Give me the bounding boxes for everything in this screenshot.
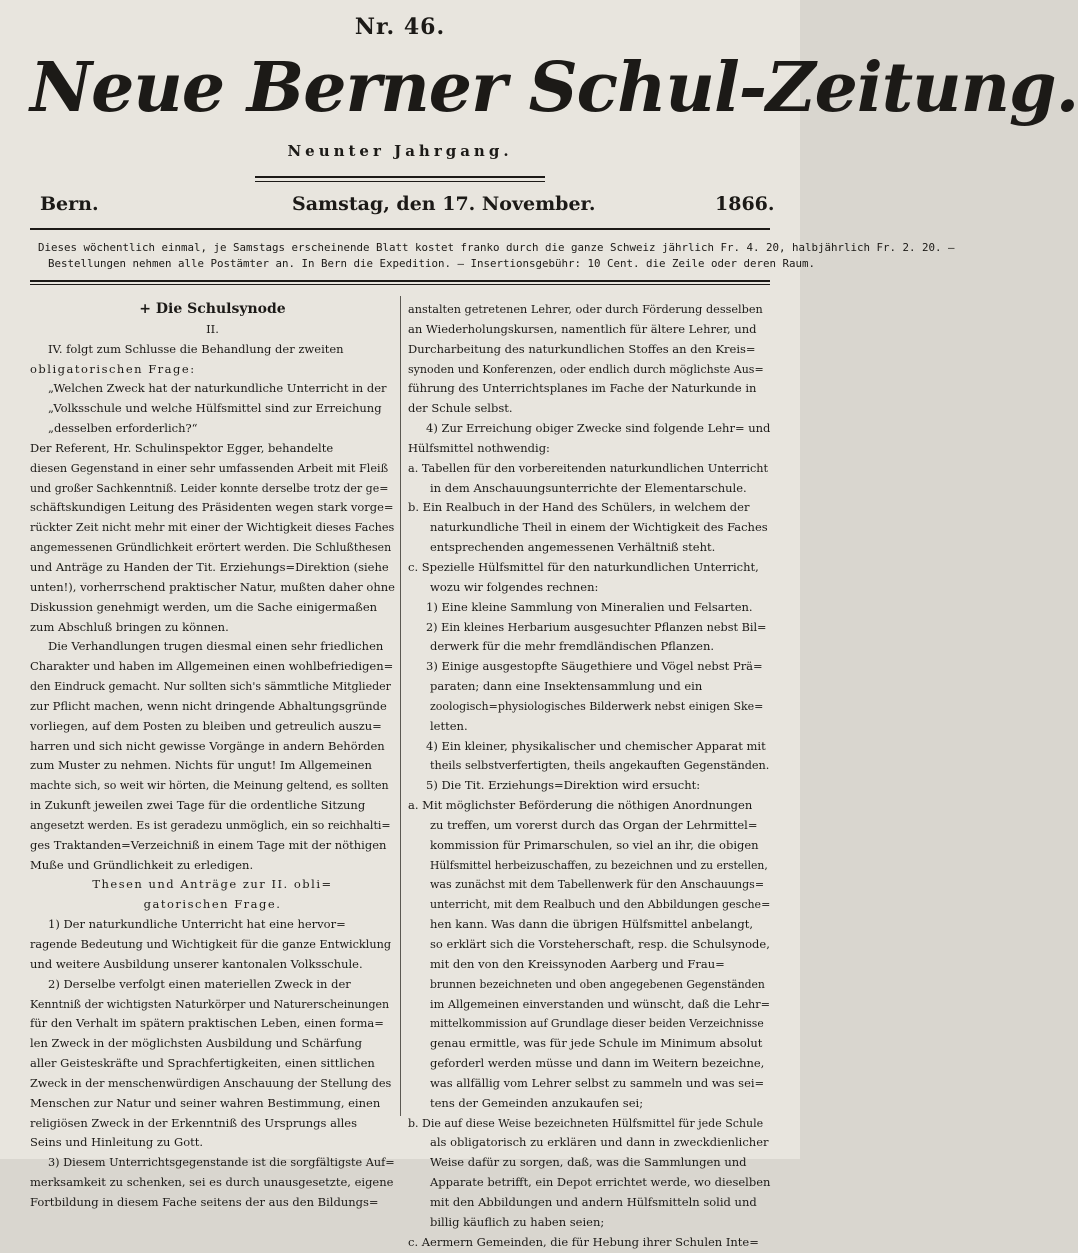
text-line: in dem Anschauungsunterrichte der Elementarschule. (430, 480, 747, 495)
text-line: Muße und Gründlichkeit zu erledigen. (30, 857, 254, 872)
text-line: diesen Gegenstand in einer sehr umfassenden Arbeit mit Fleiß (30, 461, 389, 475)
issue-number: Nr. 46. (354, 14, 446, 40)
text-line: „desselben erforderlich?“ (48, 421, 198, 436)
text-line: ragende Bedeutung und Wichtigkeit für die ganze Entwicklung (30, 938, 392, 951)
article-column-right (408, 300, 770, 1253)
notice-rule-bottom (30, 280, 770, 282)
text-line: zu treffen, um vorerst durch das Organ der Lehrmittel= (430, 817, 758, 832)
text-line: ges Traktanden=Verzeichniß in einem Tage mit der nöthigen (30, 837, 387, 852)
text-line: für den Verhalt im spätern praktischen Leben, einen forma= (30, 1016, 384, 1031)
masthead-title: Neue Berner Schul-Zeitung. (30, 48, 1078, 128)
subscription-notice (38, 240, 955, 272)
text-line: b. Ein Realbuch in der Hand des Schülers, in welchem der (408, 500, 750, 515)
text-line: synoden und Konferenzen, oder endlich durch möglichste Aus= (408, 362, 764, 376)
text-line: der Schule selbst. (408, 401, 513, 416)
text-line: vorliegen, auf dem Posten zu bleiben und getreulich auszu= (30, 718, 382, 733)
text-line: 5) Die Tit. Erziehungs=Direktion wird ersucht: (426, 778, 701, 793)
text-line: und weitere Ausbildung unserer kantonalen Volksschule. (30, 956, 363, 971)
year-label: 1866. (715, 193, 775, 215)
dateline (40, 193, 775, 217)
text-line: angemessenen Gründlichkeit erörtert werden. Die Schlußthesen (30, 541, 392, 555)
text-line: brunnen bezeichneten und oben angegebenen Gegenständen (430, 977, 765, 991)
text-line: Fortbildung in diesem Fache seitens der aus den Bildungs= (30, 1194, 379, 1209)
text-line: machte sich, so weit wir hörten, die Meinung geltend, es sollten (30, 779, 389, 793)
text-line: 1) Eine kleine Sammlung von Mineralien und Felsarten. (426, 599, 753, 614)
date-label: Samstag, den 17. November. (292, 193, 596, 215)
text-line: Hülfsmittel herbeizuschaffen, zu bezeichnen und zu erstellen, (430, 858, 768, 872)
text-line: kommission für Primarschulen, so viel an ihr, die obigen (430, 837, 759, 852)
text-line: 1) Der naturkundliche Unterricht hat eine hervor= (48, 917, 346, 932)
notice-line: Bestellungen nehmen alle Postämter an. In Bern die Expedition. — Insertionsgebühr: 10 Cent. die Zeile oder deren Raum. (48, 257, 816, 270)
text-line: Menschen zur Natur und seiner wahren Bestimmung, einen (30, 1095, 381, 1110)
text-line: Zweck in der menschenwürdigen Anschauung der Stellung des (30, 1076, 392, 1090)
text-line: a. Tabellen für den vorbereitenden naturkundlichen Unterricht (408, 461, 769, 475)
text-line: obligatorischen Frage: (30, 361, 196, 376)
text-line: im Allgemeinen einverstanden und wünscht, daß die Lehr= (430, 997, 771, 1011)
article-title: + Die Schulsynode (139, 301, 286, 317)
text-line: c. Aermern Gemeinden, die für Hebung ihrer Schulen Inte= (408, 1234, 759, 1249)
text-line: Apparate betrifft, ein Depot errichtet werde, wo dieselben (430, 1175, 771, 1190)
text-line: letten. (430, 718, 468, 733)
text-line: unterricht, mit dem Realbuch und den Abbildungen gesche= (430, 898, 771, 912)
text-line: Charakter und haben im Allgemeinen einen wohlbefriedigen= (30, 659, 394, 674)
text-line: zur Pflicht machen, wenn nicht dringende Abhaltungsgründe (30, 698, 387, 713)
text-line: billig käuflich zu haben seien; (430, 1214, 605, 1229)
text-line: hen kann. Was dann die übrigen Hülfsmittel anbelangt, (430, 917, 754, 932)
text-line: 4) Zur Erreichung obiger Zwecke sind folgende Lehr= und (426, 421, 771, 436)
text-line: geforderl werden müsse und dann im Weitern bezeichne, (430, 1056, 765, 1071)
text-line: wozu wir folgendes rechnen: (430, 579, 599, 594)
notice-line: Dieses wöchentlich einmal, je Samstags erscheinende Blatt kostet franko durch die ganze Schweiz jährlich Fr. 4. 20, halbjährlich Fr. 2. 20. — (38, 241, 955, 254)
text-line: so erklärt sich die Vorsteherschaft, resp. die Schulsynode, (430, 937, 770, 951)
text-line: zoologisch=physiologisches Bilderwerk nebst einigen Ske= (430, 699, 764, 713)
masthead-rule-thick (255, 181, 545, 182)
text-line: schäftskundigen Leitung des Präsidenten wegen stark vorge= (30, 500, 394, 515)
text-line: in Zukunft jeweilen zwei Tage für die ordentliche Sitzung (30, 798, 366, 813)
dateline-rule-top (30, 228, 770, 230)
text-line: Thesen und Anträge zur II. obli= (92, 877, 333, 892)
text-line: len Zweck in der möglichsten Ausbildung und Schärfung (30, 1036, 362, 1051)
notice-rule-bottom-thin (30, 284, 770, 285)
masthead-rule-short (255, 176, 545, 178)
text-line: tens der Gemeinden anzukaufen sei; (430, 1095, 644, 1110)
text-line: IV. folgt zum Schlusse die Behandlung der zweiten (48, 341, 344, 356)
text-line: gatorischen Frage. (143, 897, 282, 912)
text-line: Hülfsmittel nothwendig: (408, 440, 550, 455)
text-line: naturkundliche Theil in einem der Wichtigkeit des Faches (430, 520, 768, 535)
text-line: c. Spezielle Hülfsmittel für den naturkundlichen Unterricht, (408, 559, 759, 574)
text-line: 2) Derselbe verfolgt einen materiellen Zweck in der (48, 976, 351, 991)
text-line: Diskussion genehmigt werden, um die Sache einigermaßen (30, 599, 378, 614)
volume-line: Neunter Jahrgang. (287, 142, 513, 160)
text-line: unten!), vorherrschend praktischer Natur, mußten daher ohne (30, 579, 395, 594)
text-line: paraten; dann eine Insektensammlung und ein (430, 679, 703, 694)
text-line: a. Mit möglichster Beförderung die nöthigen Anordnungen (408, 798, 753, 813)
article-column-left (30, 300, 395, 1213)
text-line: führung des Unterrichtsplanes im Fache der Naturkunde in (408, 381, 757, 396)
text-line: rückter Zeit nicht mehr mit einer der Wichtigkeit dieses Faches (30, 521, 395, 535)
text-line: b. Die auf diese Weise bezeichneten Hülfsmittel für jede Schule (408, 1116, 764, 1130)
text-line: 3) Einige ausgestopfte Säugethiere und Vögel nebst Prä= (426, 659, 763, 674)
text-line: 4) Ein kleiner, physikalischer und chemischer Apparat mit (426, 738, 766, 753)
text-line: Weise dafür zu sorgen, daß, was die Sammlungen und (430, 1155, 747, 1170)
column-divider (400, 296, 401, 1116)
text-line: 2) Ein kleines Herbarium ausgesuchter Pflanzen nebst Bil= (426, 620, 767, 634)
text-line: was zunächst mit dem Tabellenwerk für den Anschauungs= (430, 878, 765, 892)
text-line: Der Referent, Hr. Schulinspektor Egger, behandelte (30, 440, 334, 455)
text-line: theils selbstverfertigten, theils angekauften Gegenständen. (430, 759, 770, 773)
text-line: was allfällig vom Lehrer selbst zu sammeln und was sei= (430, 1075, 765, 1090)
text-line: angesetzt werden. Es ist geradezu unmöglich, ein so reichhalti= (30, 818, 391, 832)
text-line: Durcharbeitung des naturkundlichen Stoffes an den Kreis= (408, 341, 756, 356)
text-line: merksamkeit zu schenken, sei es durch unausgesetzte, eigene (30, 1175, 394, 1190)
text-line: an Wiederholungskursen, namentlich für ältere Lehrer, und (408, 321, 757, 336)
text-line: als obligatorisch zu erklären und dann in zweckdienlicher (430, 1135, 769, 1150)
text-line: genau ermittle, was für jede Schule im Minimum absolut (430, 1036, 763, 1051)
place-label: Bern. (40, 193, 99, 215)
text-line: und Anträge zu Handen der Tit. Erziehungs=Direktion (siehe (30, 559, 389, 574)
text-line: aller Geisteskräfte und Sprachfertigkeiten, einen sittlichen (30, 1056, 375, 1071)
text-line: 3) Diesem Unterrichtsgegenstande ist die sorgfältigste Auf= (48, 1156, 395, 1170)
text-line: harren und sich nicht gewisse Vorgänge in andern Behörden (30, 738, 385, 753)
text-line: mit den Abbildungen und andern Hülfsmitteln solid und (430, 1194, 757, 1209)
text-line: religiösen Zweck in der Erkenntniß des Ursprungs alles (30, 1115, 358, 1130)
text-line: „Welchen Zweck hat der naturkundliche Unterricht in der (48, 381, 387, 396)
text-line: und großer Sachkenntniß. Leider konnte derselbe trotz der ge= (30, 481, 389, 495)
text-line: zum Muster zu nehmen. Nichts für ungut! Im Allgemeinen (30, 758, 372, 773)
text-line: Seins und Hinleitung zu Gott. (30, 1135, 204, 1150)
text-line: Die Verhandlungen trugen diesmal einen sehr friedlichen (48, 639, 384, 654)
text-line: mit den von den Kreissynoden Aarberg und Frau= (430, 956, 725, 971)
text-line: entsprechenden angemessenen Verhältniß steht. (430, 540, 716, 555)
text-line: zum Abschluß bringen zu können. (30, 619, 229, 634)
text-line: anstalten getretenen Lehrer, oder durch Förderung desselben (408, 303, 763, 316)
article-part: II. (206, 321, 219, 336)
text-line: mittelkommission auf Grundlage dieser beiden Verzeichnisse (430, 1017, 764, 1031)
text-line: „Volksschule und welche Hülfsmittel sind zur Erreichung (48, 401, 382, 416)
text-line: derwerk für die mehr fremdländischen Pflanzen. (430, 639, 715, 654)
text-line: Kenntniß der wichtigsten Naturkörper und Naturerscheinungen (30, 997, 390, 1011)
text-line: den Eindruck gemacht. Nur sollten sich's sämmtliche Mitglieder (30, 680, 391, 694)
